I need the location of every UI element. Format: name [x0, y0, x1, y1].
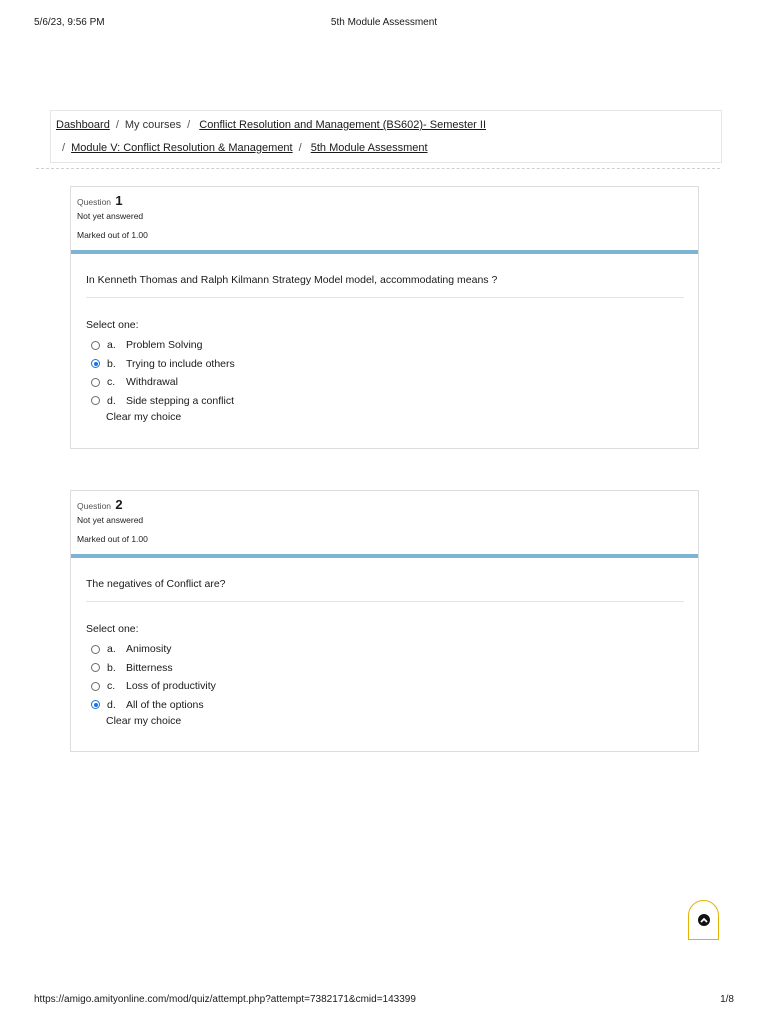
answer-option-a[interactable]: [91, 640, 216, 659]
answer-option-d[interactable]: [91, 696, 216, 715]
answer-option-c[interactable]: [91, 677, 216, 696]
question-divider: [86, 297, 684, 298]
option-text: Withdrawal: [126, 376, 178, 389]
option-text: Side stepping a conflict: [126, 394, 234, 407]
question-number: 1: [115, 193, 123, 208]
question-heading: [77, 497, 123, 512]
print-url: https://amigo.amityonline.com/mod/quiz/attempt.php?attempt=7382171&cmid=143399: [34, 994, 416, 1005]
question-divider: [86, 601, 684, 602]
breadcrumb-separator: /: [115, 119, 119, 131]
question-info: [71, 187, 698, 250]
radio-button[interactable]: [91, 396, 100, 405]
breadcrumb-separator: /: [298, 142, 302, 154]
answer-option-b[interactable]: [91, 355, 235, 374]
answer-option-c[interactable]: [91, 373, 235, 392]
radio-button[interactable]: [91, 682, 100, 691]
radio-button[interactable]: [91, 663, 100, 672]
option-letter: a.: [107, 339, 116, 352]
breadcrumb-separator: /: [62, 142, 66, 154]
print-datetime: 5/6/23, 9:56 PM: [34, 17, 105, 28]
question-marks: Marked out of 1.00: [77, 534, 148, 544]
question-marks: Marked out of 1.00: [77, 230, 148, 240]
question-accent-bar: [71, 554, 698, 558]
print-header: [0, 17, 768, 31]
option-letter: a.: [107, 643, 116, 656]
question-label: Question: [77, 501, 112, 511]
question-state: Not yet answered: [77, 211, 144, 221]
option-letter: b.: [107, 357, 116, 370]
option-letter: d.: [107, 394, 116, 407]
radio-button[interactable]: [91, 378, 100, 387]
question-state: Not yet answered: [77, 515, 144, 525]
breadcrumb-dashboard-link[interactable]: Dashboard: [56, 119, 110, 131]
radio-button[interactable]: [91, 341, 100, 350]
option-text: All of the options: [126, 698, 204, 711]
clear-choice-link[interactable]: Clear my choice: [106, 411, 182, 423]
option-letter: d.: [107, 698, 116, 711]
chevron-up-icon: [698, 914, 710, 926]
scroll-to-top-button[interactable]: [688, 900, 719, 940]
breadcrumb-assessment-link[interactable]: 5th Module Assessment: [310, 142, 428, 154]
option-text: Animosity: [126, 643, 172, 656]
question-label: Question: [77, 197, 112, 207]
print-title: 5th Module Assessment: [330, 17, 438, 28]
breadcrumb: [50, 110, 722, 163]
question-text: In Kenneth Thomas and Ralph Kilmann Strategy Model model, accommodating means ?: [86, 274, 498, 286]
option-text: Trying to include others: [126, 357, 235, 370]
breadcrumb-separator: /: [187, 119, 191, 131]
option-letter: c.: [107, 376, 116, 389]
breadcrumb-course-link[interactable]: Conflict Resolution and Management (BS602)- Semester II: [199, 119, 487, 131]
question-card-1: [70, 186, 699, 449]
radio-button-selected[interactable]: [91, 359, 100, 368]
answer-option-d[interactable]: [91, 392, 235, 411]
answer-option-b[interactable]: [91, 659, 216, 678]
option-text: Problem Solving: [126, 339, 203, 352]
breadcrumb-module-link[interactable]: Module V: Conflict Resolution & Management: [71, 142, 293, 154]
breadcrumb-row: [56, 142, 428, 158]
answer-option-a[interactable]: [91, 336, 235, 355]
clear-choice-link[interactable]: Clear my choice: [106, 715, 182, 727]
option-letter: c.: [107, 680, 116, 693]
select-one-label: Select one:: [86, 319, 139, 331]
answer-options: [91, 336, 235, 410]
option-text: Bitterness: [126, 661, 173, 674]
question-number: 2: [115, 497, 123, 512]
breadcrumb-row: [56, 119, 486, 135]
question-accent-bar: [71, 250, 698, 254]
question-info: [71, 491, 698, 554]
question-heading: [77, 193, 123, 208]
radio-button-selected[interactable]: [91, 700, 100, 709]
option-letter: b.: [107, 661, 116, 674]
radio-button[interactable]: [91, 645, 100, 654]
question-card-2: [70, 490, 699, 752]
answer-options: [91, 640, 216, 714]
question-text: The negatives of Conflict are?: [86, 578, 226, 590]
print-footer: [0, 994, 768, 1008]
print-page-number: 1/8: [720, 994, 734, 1005]
breadcrumb-my-courses: My courses: [124, 119, 182, 131]
option-text: Loss of productivity: [126, 680, 216, 693]
select-one-label: Select one:: [86, 623, 139, 635]
divider: [36, 168, 720, 169]
